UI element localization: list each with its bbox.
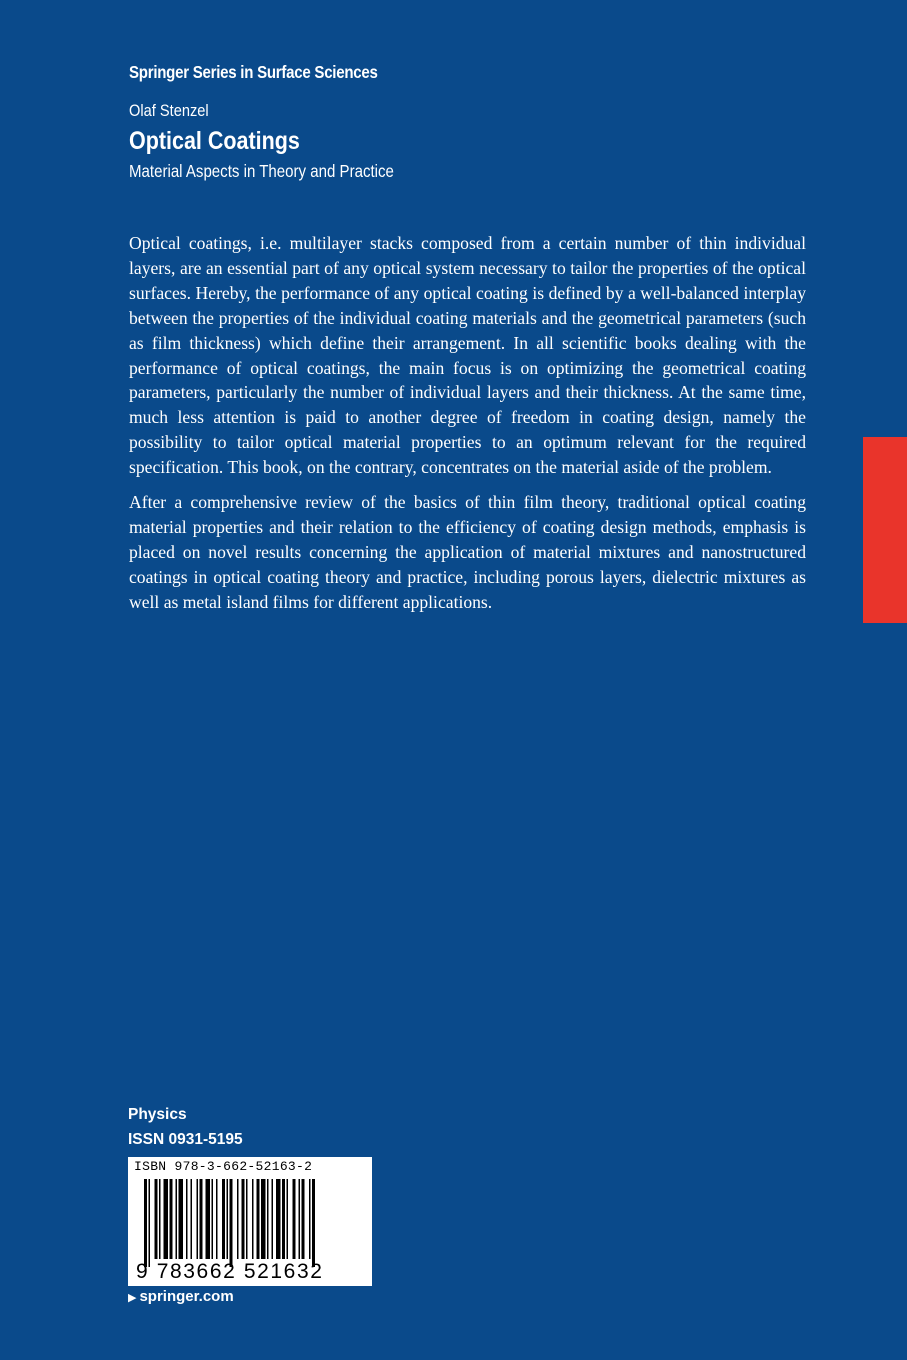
website-link[interactable] xyxy=(128,1288,234,1305)
barcode-bar xyxy=(144,1179,147,1267)
barcode-bar xyxy=(272,1179,274,1259)
issn-label: ISSN 0931-5195 xyxy=(128,1131,243,1148)
barcode-bar xyxy=(237,1179,239,1259)
barcode-digits: 9 783662 521632 xyxy=(136,1260,324,1283)
red-edge-tab xyxy=(863,437,907,623)
book-subtitle: Material Aspects in Theory and Practice xyxy=(129,161,394,181)
barcode-bar xyxy=(164,1179,169,1259)
barcode-bar xyxy=(302,1179,305,1259)
barcode-bar xyxy=(276,1179,281,1259)
barcode-bar xyxy=(197,1179,199,1259)
barcode-bar xyxy=(246,1179,248,1259)
barcode-bar xyxy=(179,1179,184,1259)
barcode-bar xyxy=(287,1179,289,1259)
barcode xyxy=(128,1157,372,1286)
barcode-bar xyxy=(267,1179,269,1259)
barcode-bar xyxy=(170,1179,173,1259)
series-title: Springer Series in Surface Sciences xyxy=(129,62,378,82)
barcode-bar xyxy=(299,1179,301,1259)
book-title: Optical Coatings xyxy=(129,127,300,155)
barcode-bar xyxy=(252,1179,254,1259)
arrow-icon: ▶ xyxy=(128,1292,137,1304)
barcode-bar xyxy=(312,1179,315,1267)
barcode-bar xyxy=(155,1179,158,1259)
barcode-bar xyxy=(149,1179,151,1267)
barcode-bar xyxy=(222,1179,225,1259)
barcode-bar xyxy=(261,1179,266,1259)
barcode-bar xyxy=(200,1179,203,1259)
barcode-bar xyxy=(159,1179,161,1259)
description-paragraph-2: After a comprehensive review of the basics of thin film theory, traditional optical coating material properties and their relation to the efficiency of coating design methods, emphasis is placed on novel results concerning the application of material mixtures and nanostructured coatings in optical coating theory and practice, including porous layers, dielectric mixtures as well as metal island films for different applications. xyxy=(129,492,806,612)
barcode-bar xyxy=(212,1179,214,1259)
barcode-bar xyxy=(309,1179,311,1259)
barcode-bar xyxy=(206,1179,211,1259)
description xyxy=(129,231,806,625)
barcode-isbn-text: ISBN 978-3-662-52163-2 xyxy=(134,1159,313,1174)
barcode-bar xyxy=(242,1179,245,1259)
barcode-bar xyxy=(191,1179,193,1259)
barcode-bar xyxy=(282,1179,285,1259)
barcode-bar xyxy=(230,1179,233,1267)
website-text: springer.com xyxy=(139,1288,234,1305)
barcode-bar xyxy=(257,1179,260,1259)
description-paragraph-1: Optical coatings, i.e. multilayer stacks composed from a certain number of thin individual layers, are an essential part of any optical system necessary to tailor the properties of the optical surfaces. Hereby, the performance of any optical coating is defined by a well-balanced interplay between the properties of the individual coating materials and the geometrical parameters (such as film thickness) which define their arrangement. In all scientific books dealing with the performance of optical coatings, the main focus is on optimizing the geometrical coating parameters, particularly the number of individual layers and their thickness. At the same time, much less attention is paid to another degree of freedom in coating design, namely the possibility to tailor optical material properties to an optimum relevant for the required specification. This book, on the contrary, concentrates on the material aside of the problem. xyxy=(129,233,806,478)
barcode-bar xyxy=(176,1179,178,1259)
author-name: Olaf Stenzel xyxy=(129,101,209,120)
subject-label: Physics xyxy=(128,1106,187,1123)
barcode-bar xyxy=(293,1179,296,1259)
barcode-bar xyxy=(227,1179,229,1259)
barcode-bar xyxy=(216,1179,218,1259)
barcode-bar xyxy=(186,1179,188,1259)
